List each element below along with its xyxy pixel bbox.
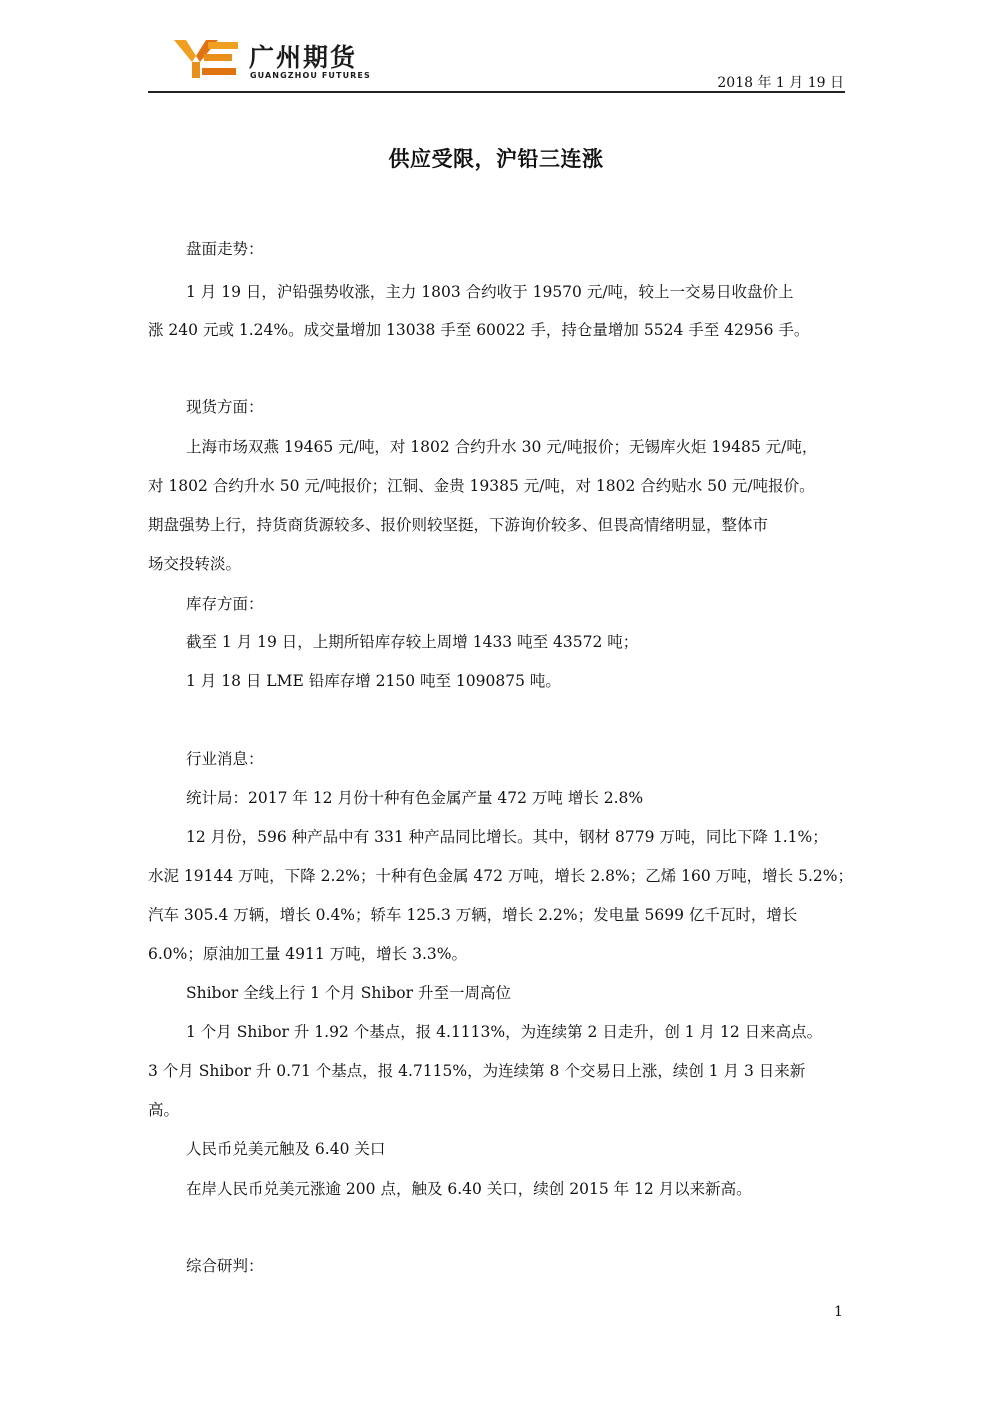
paragraph-line: 对 1802 合约升水 50 元/吨报价；江铜、金贵 19385 元/吨，对 1802 合约贴水 50 元/吨报价。 xyxy=(148,477,815,495)
paragraph-line: 上海市场双燕 19465 元/吨，对 1802 合约升水 30 元/吨报价；无锡库火炬 19485 元/吨， xyxy=(186,438,818,456)
header-divider xyxy=(148,91,845,93)
company-logo xyxy=(174,38,374,83)
paragraph-line: 截至 1 月 19 日，上期所铅库存较上周增 1433 吨至 43572 吨； xyxy=(186,633,639,651)
paragraph-line: 12 月份，596 种产品中有 331 种产品同比增长。其中，钢材 8779 万吨，同比下降 1.1%； xyxy=(186,828,828,846)
paragraph-line: 在岸人民币兑美元涨逾 200 点，触及 6.40 关口，续创 2015 年 12 月以来新高。 xyxy=(186,1180,752,1198)
news-headline: Shibor 全线上行 1 个月 Shibor 升至一周高位 xyxy=(186,984,511,1002)
section-heading-market: 盘面走势： xyxy=(186,240,264,258)
section-heading-inventory: 库存方面： xyxy=(186,595,264,613)
logo-english-name: GUANGZHOU FUTURES xyxy=(250,71,371,80)
paragraph-line: 3 个月 Shibor 升 0.71 个基点，报 4.7115%，为连续第 8 个交易日上涨，续创 1 月 3 日来新 xyxy=(148,1062,806,1080)
yf-logo-icon xyxy=(174,38,240,80)
paragraph-line: 涨 240 元或 1.24%。成交量增加 13038 手至 60022 手，持仓量增加 5524 手至 42956 手。 xyxy=(148,321,810,339)
paragraph-line: 6.0%；原油加工量 4911 万吨，增长 3.3%。 xyxy=(148,945,467,963)
paragraph-line: 1 月 18 日 LME 铅库存增 2150 吨至 1090875 吨。 xyxy=(186,672,561,690)
news-headline: 统计局：2017 年 12 月份十种有色金属产量 472 万吨 增长 2.8% xyxy=(186,789,644,807)
paragraph-line: 1 月 19 日，沪铅强势收涨，主力 1803 合约收于 19570 元/吨，较上一交易日收盘价上 xyxy=(186,283,794,301)
paragraph-line: 汽车 305.4 万辆，增长 0.4%；轿车 125.3 万辆，增长 2.2%；发电量 5699 亿千瓦时，增长 xyxy=(148,906,798,924)
page-number: 1 xyxy=(834,1304,843,1320)
paragraph-line: 期盘强势上行，持货商货源较多、报价则较坚挺，下游询价较多、但畏高情绪明显，整体市 xyxy=(148,516,769,534)
report-date: 2018 年 1 月 19 日 xyxy=(717,75,844,91)
section-heading-news: 行业消息： xyxy=(186,750,264,768)
logo-chinese-name: 广州期货 xyxy=(249,43,358,72)
news-headline: 人民币兑美元触及 6.40 关口 xyxy=(186,1140,386,1158)
section-heading-spot: 现货方面： xyxy=(186,398,264,416)
paragraph-line: 高。 xyxy=(148,1101,180,1119)
paragraph-line: 水泥 19144 万吨，下降 2.2%；十种有色金属 472 万吨，增长 2.8%；乙烯 160 万吨，增长 5.2%； xyxy=(148,867,853,885)
section-heading-summary: 综合研判： xyxy=(186,1257,264,1275)
paragraph-line: 1 个月 Shibor 升 1.92 个基点，报 4.1113%，为连续第 2 日走升，创 1 月 12 日来高点。 xyxy=(186,1023,823,1041)
paragraph-line: 场交投转淡。 xyxy=(148,555,242,573)
report-title: 供应受限，沪铅三连涨 xyxy=(388,147,604,171)
